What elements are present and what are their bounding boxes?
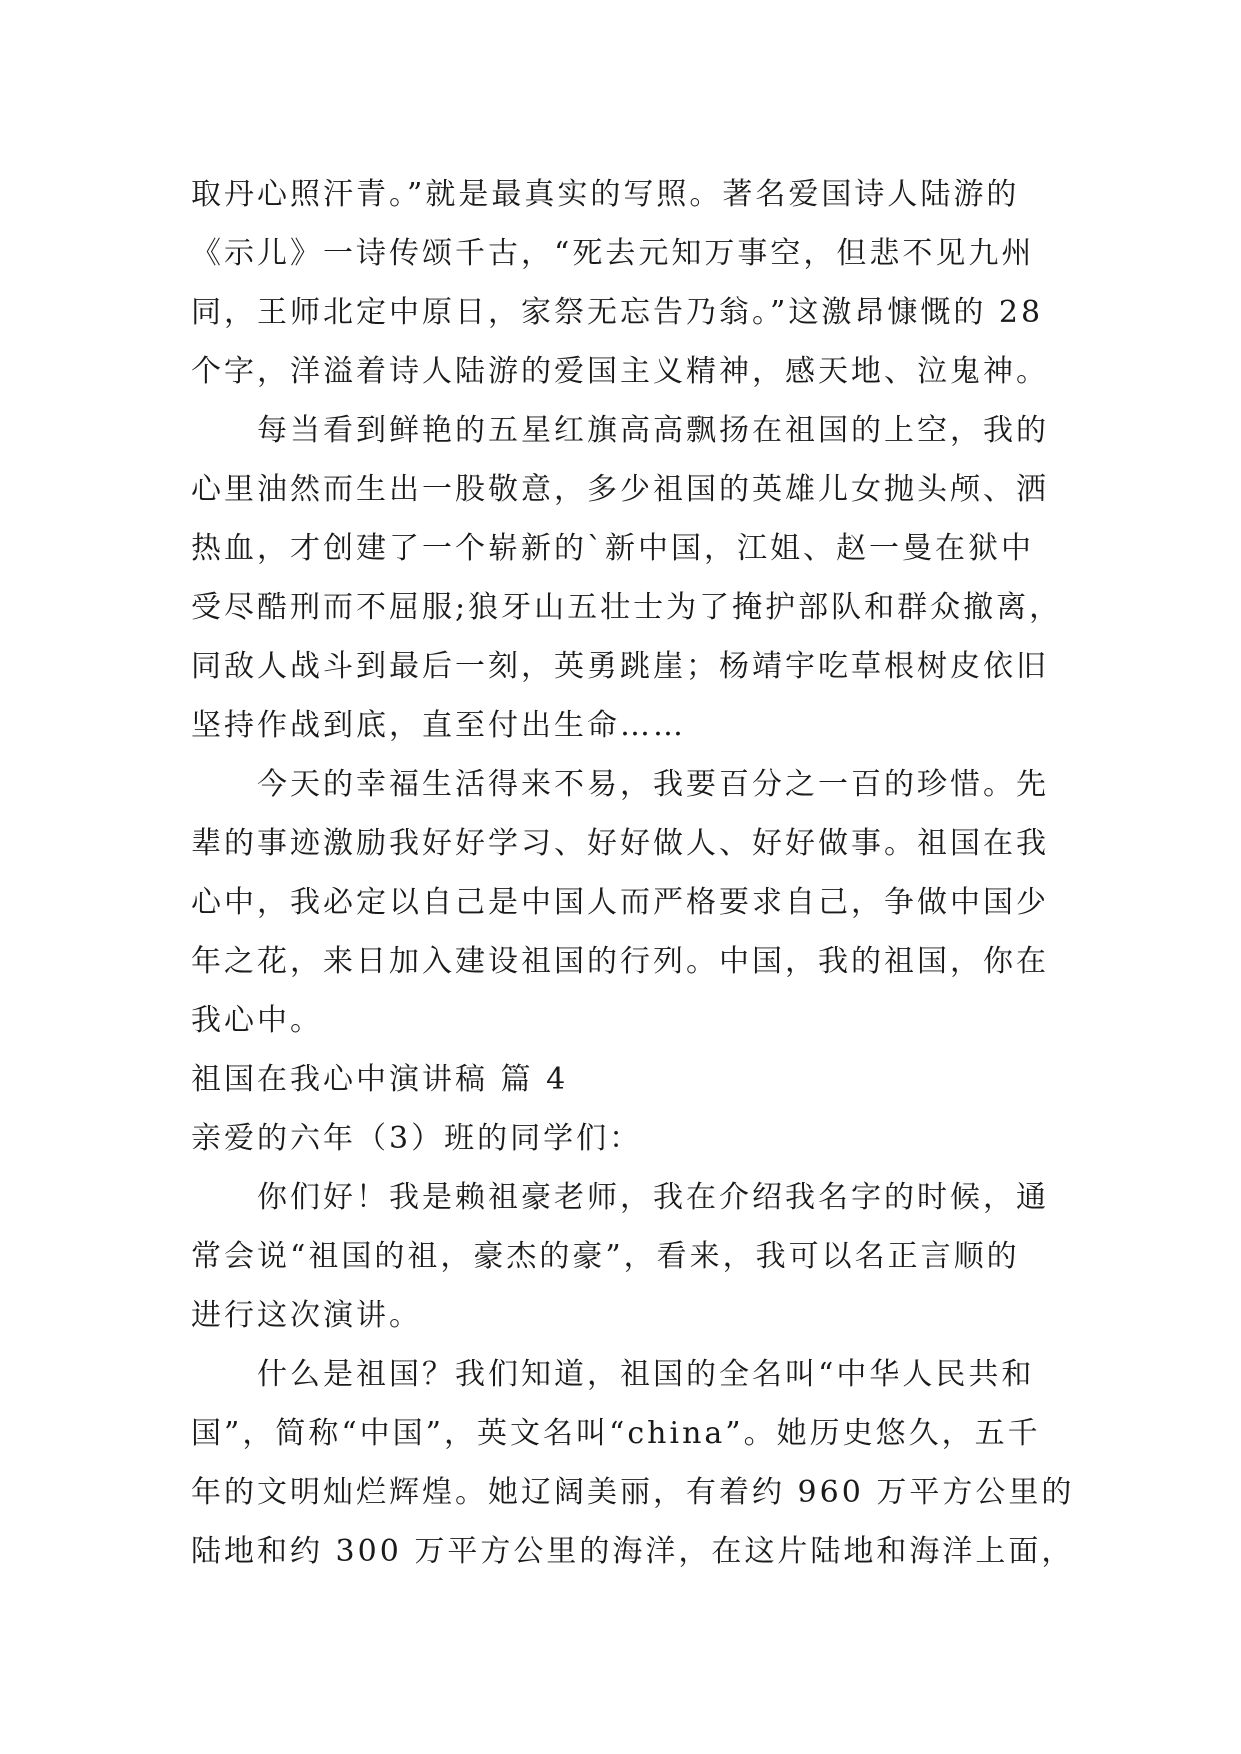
text-line: 热血，才创建了一个崭新的`新中国，江姐、赵一曼在狱中 bbox=[191, 531, 1034, 566]
text-line: 取丹心照汗青。”就是最真实的写照。著名爱国诗人陆游的 bbox=[191, 177, 1020, 212]
text-line: 同敌人战斗到最后一刻，英勇跳崖；杨靖宇吃草根树皮依旧 bbox=[191, 649, 1049, 684]
text-line: 年的文明灿烂辉煌。她辽阔美丽，有着约 960 万平方公里的 bbox=[191, 1475, 1075, 1510]
text-line: 个字，洋溢着诗人陆游的爱国主义精神，感天地、泣鬼神。 bbox=[191, 354, 1049, 389]
text-line: 心中，我必定以自己是中国人而严格要求自己，争做中国少 bbox=[191, 885, 1049, 920]
text-line: 我心中。 bbox=[191, 1003, 323, 1038]
paragraph-start-line: 你们好！我是赖祖豪老师，我在介绍我名字的时候，通 bbox=[257, 1180, 1049, 1215]
salutation: 亲爱的六年（3）班的同学们： bbox=[191, 1121, 643, 1156]
paragraph-start-line: 每当看到鲜艳的五星红旗高高飘扬在祖国的上空，我的 bbox=[257, 413, 1049, 448]
text-line: 常会说“祖国的祖，豪杰的豪”，看来，我可以名正言顺的 bbox=[191, 1239, 1020, 1274]
paragraph-start-line: 今天的幸福生活得来不易，我要百分之一百的珍惜。先 bbox=[257, 767, 1049, 802]
text-line: 心里油然而生出一股敬意，多少祖国的英雄儿女抛头颅、洒 bbox=[191, 472, 1049, 507]
text-line: 坚持作战到底，直至付出生命…… bbox=[191, 708, 686, 743]
text-line: 进行这次演讲。 bbox=[191, 1298, 422, 1333]
text-line: 辈的事迹激励我好好学习、好好做人、好好做事。祖国在我 bbox=[191, 826, 1049, 861]
text-line: 《示儿》一诗传颂千古，“死去元知万事空，但悲不见九州 bbox=[191, 236, 1035, 271]
text-line: 年之花，来日加入建设祖国的行列。中国，我的祖国，你在 bbox=[191, 944, 1049, 979]
text-line: 受尽酷刑而不屈服;狼牙山五壮士为了掩护部队和群众撤离， bbox=[191, 590, 1063, 625]
text-line: 国”，简称“中国”，英文名叫“china”。她历史悠久，五千 bbox=[191, 1416, 1041, 1451]
text-line: 陆地和约 300 万平方公里的海洋，在这片陆地和海洋上面， bbox=[191, 1534, 1075, 1569]
text-line: 同，王师北定中原日，家祭无忘告乃翁。”这激昂慷慨的 28 bbox=[191, 295, 1044, 330]
text-body bbox=[191, 165, 1075, 1581]
section-heading: 祖国在我心中演讲稿 篇 4 bbox=[191, 1062, 569, 1097]
paragraph-start-line: 什么是祖国？我们知道，祖国的全名叫“中华人民共和 bbox=[257, 1357, 1035, 1392]
